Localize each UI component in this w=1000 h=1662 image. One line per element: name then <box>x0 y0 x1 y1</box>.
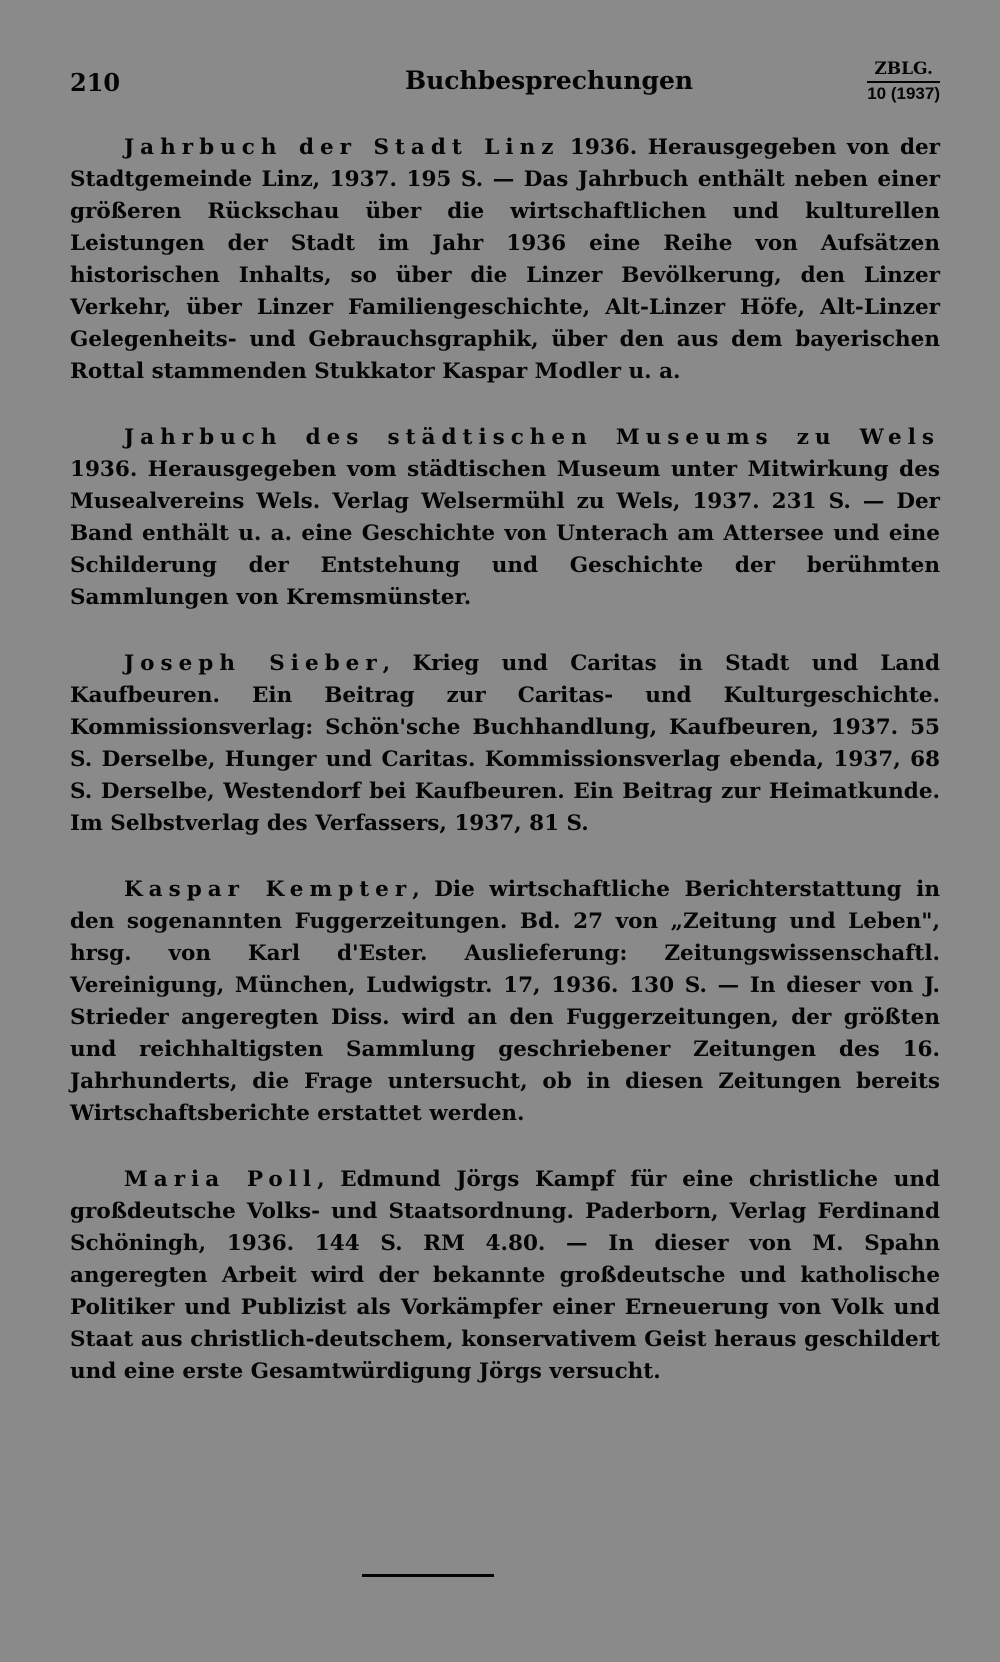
review-entry <box>70 874 940 1130</box>
entry-text: 1936. Herausgegeben von der Stadtgemeinde Linz, 1937. 195 S. — Das Jahrbuch enthält neben einer größeren Rückschau über die wirtschaftlichen und kulturellen Leistungen der Stadt im Jahr 1936 eine Reihe von Aufsätzen historischen Inhalts, so über die Linzer Bevölkerung, den Linzer Verkehr, über Linzer Familiengeschichte, Alt-Linzer Höfe, Alt-Linzer Gelegenheits- und Gebrauchsgraphik, über den aus dem bayerischen Rottal stammenden Stukkator Kaspar Modler u. a. <box>70 135 940 384</box>
book-review-page <box>70 60 940 1620</box>
entry-text: 1936. Herausgegeben vom städtischen Museum unter Mitwirkung des Musealvereins Wels. Verlag Welsermühl zu Wels, 1937. 231 S. — Der Band enthält u. a. eine Geschichte von Unterach am Attersee und eine Schilderung der Entstehung und Geschichte der berühmten Sammlungen von Kremsmünster. <box>70 457 940 610</box>
journal-issue: 10 (1937) <box>867 83 940 103</box>
journal-reference <box>867 60 940 103</box>
running-title: Buchbesprechungen <box>405 66 694 95</box>
page-header <box>70 60 940 110</box>
review-entry <box>70 1164 940 1388</box>
entry-heading: Jahrbuch der Stadt Linz <box>124 135 560 160</box>
end-rule <box>362 1574 494 1577</box>
entry-text: , Edmund Jörgs Kampf für eine christliche und großdeutsche Volks- und Staatsordnung. Paderborn, Verlag Ferdinand Schöningh, 1936. 144 S. RM 4.80. — In dieser von M. Spahn angeregten Arbeit wird der bekannte großdeutsche und katholische Politiker und Publizist als Vorkämpfer einer Erneuerung von Volk und Staat aus christlich-deutschem, konservativem Geist heraus geschildert und eine erste Gesamtwürdigung Jörgs versucht. <box>70 1167 941 1384</box>
page-number: 210 <box>70 68 121 97</box>
entry-text: , Die wirtschaftliche Berichterstattung in den sogenannten Fuggerzeitungen. Bd. 27 von „Zeitung und Leben", hrsg. von Karl d'Ester. Auslieferung: Zeitungswissenschaftl. Vereinigung, München, Ludwigstr. 17, 1936. 130 S. — In dieser von J. Strieder angeregten Diss. wird an den Fuggerzeitungen, der größten und reichhaltigsten Sammlung geschriebener Zeitungen des 16. Jahrhunderts, die Frage untersucht, ob in diesen Zeitungen bereits Wirtschaftsberichte erstattet werden. <box>70 877 940 1126</box>
journal-abbreviation: ZBLG. <box>867 60 940 83</box>
review-entries <box>70 132 940 1422</box>
entry-heading: Kaspar Kempter <box>124 877 413 902</box>
entry-heading: Joseph Sieber <box>124 651 383 676</box>
entry-heading: Maria Poll <box>124 1167 318 1192</box>
review-entry <box>70 132 940 388</box>
entry-heading: Jahrbuch des städtischen Museums zu Wels <box>124 425 940 450</box>
entry-text: , Krieg und Caritas in Stadt und Land Kaufbeuren. Ein Beitrag zur Caritas- und Kulturgeschichte. Kommissionsverlag: Schön'sche Buchhandlung, Kaufbeuren, 1937. 55 S. Derselbe, Hunger und Caritas. Kommissionsverlag ebenda, 1937, 68 S. Derselbe, Westendorf bei Kaufbeuren. Ein Beitrag zur Heimatkunde. Im Selbstverlag des Verfassers, 1937, 81 S. <box>70 651 940 836</box>
review-entry <box>70 648 940 840</box>
review-entry <box>70 422 940 614</box>
